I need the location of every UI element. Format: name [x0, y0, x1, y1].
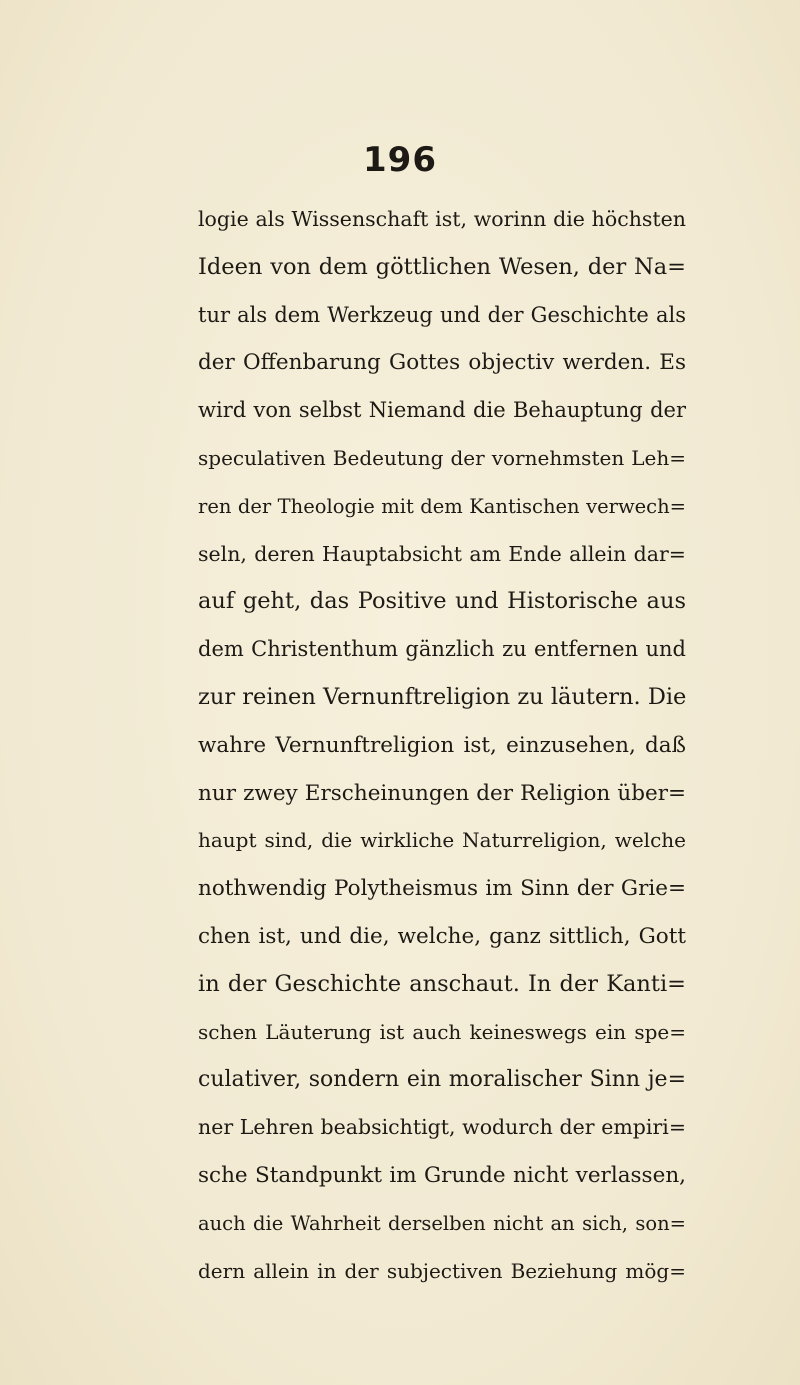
text-line: tur als dem Werkzeug und der Geschichte als — [198, 302, 686, 327]
text-line: auf geht, das Positive und Historische aus — [198, 588, 686, 615]
text-line: sche Standpunkt im Grunde nicht verlassen, — [198, 1162, 686, 1188]
text-line: wahre Vernunftreligion ist, einzusehen, daß — [198, 732, 686, 758]
text-line: culativer, sondern ein moralischer Sinn je= — [198, 1067, 686, 1093]
text-line: ren der Theologie mit dem Kantischen verwech= — [198, 494, 686, 518]
text-line: chen ist, und die, welche, ganz sittlich, Gott — [198, 923, 686, 949]
text-line: Ideen von dem göttlichen Wesen, der Na= — [198, 253, 686, 280]
text-line: nur zwey Erscheinungen der Religion über= — [198, 780, 686, 806]
body-text — [198, 196, 686, 1295]
text-line: nothwendig Polytheismus im Sinn der Grie= — [198, 876, 686, 902]
page-number: 196 — [363, 140, 437, 180]
text-line: seln, deren Hauptabsicht am Ende allein dar= — [198, 541, 686, 566]
text-line: auch die Wahrheit derselben nicht an sich, son= — [198, 1211, 686, 1235]
text-line: dern allein in der subjectiven Beziehung mög= — [198, 1258, 686, 1283]
text-line: schen Läuterung ist auch keineswegs ein spe= — [198, 1019, 686, 1044]
text-line: wird von selbst Niemand die Behauptung der — [198, 398, 686, 423]
text-line: der Offenbarung Gottes objectiv werden. Es — [198, 350, 686, 376]
text-line: ner Lehren beabsichtigt, wodurch der empiri= — [198, 1115, 686, 1140]
text-line: zur reinen Vernunftreligion zu läutern. Die — [198, 683, 687, 710]
text-line: in der Geschichte anschaut. In der Kanti= — [198, 970, 686, 997]
text-line: haupt sind, die wirkliche Naturreligion, welche — [198, 828, 686, 853]
text-line: logie als Wissenschaft ist, worinn die höchsten — [198, 207, 686, 231]
text-line: dem Christenthum gänzlich zu entfernen und — [198, 637, 686, 662]
text-line: speculativen Bedeutung der vornehmsten Leh= — [198, 445, 686, 470]
